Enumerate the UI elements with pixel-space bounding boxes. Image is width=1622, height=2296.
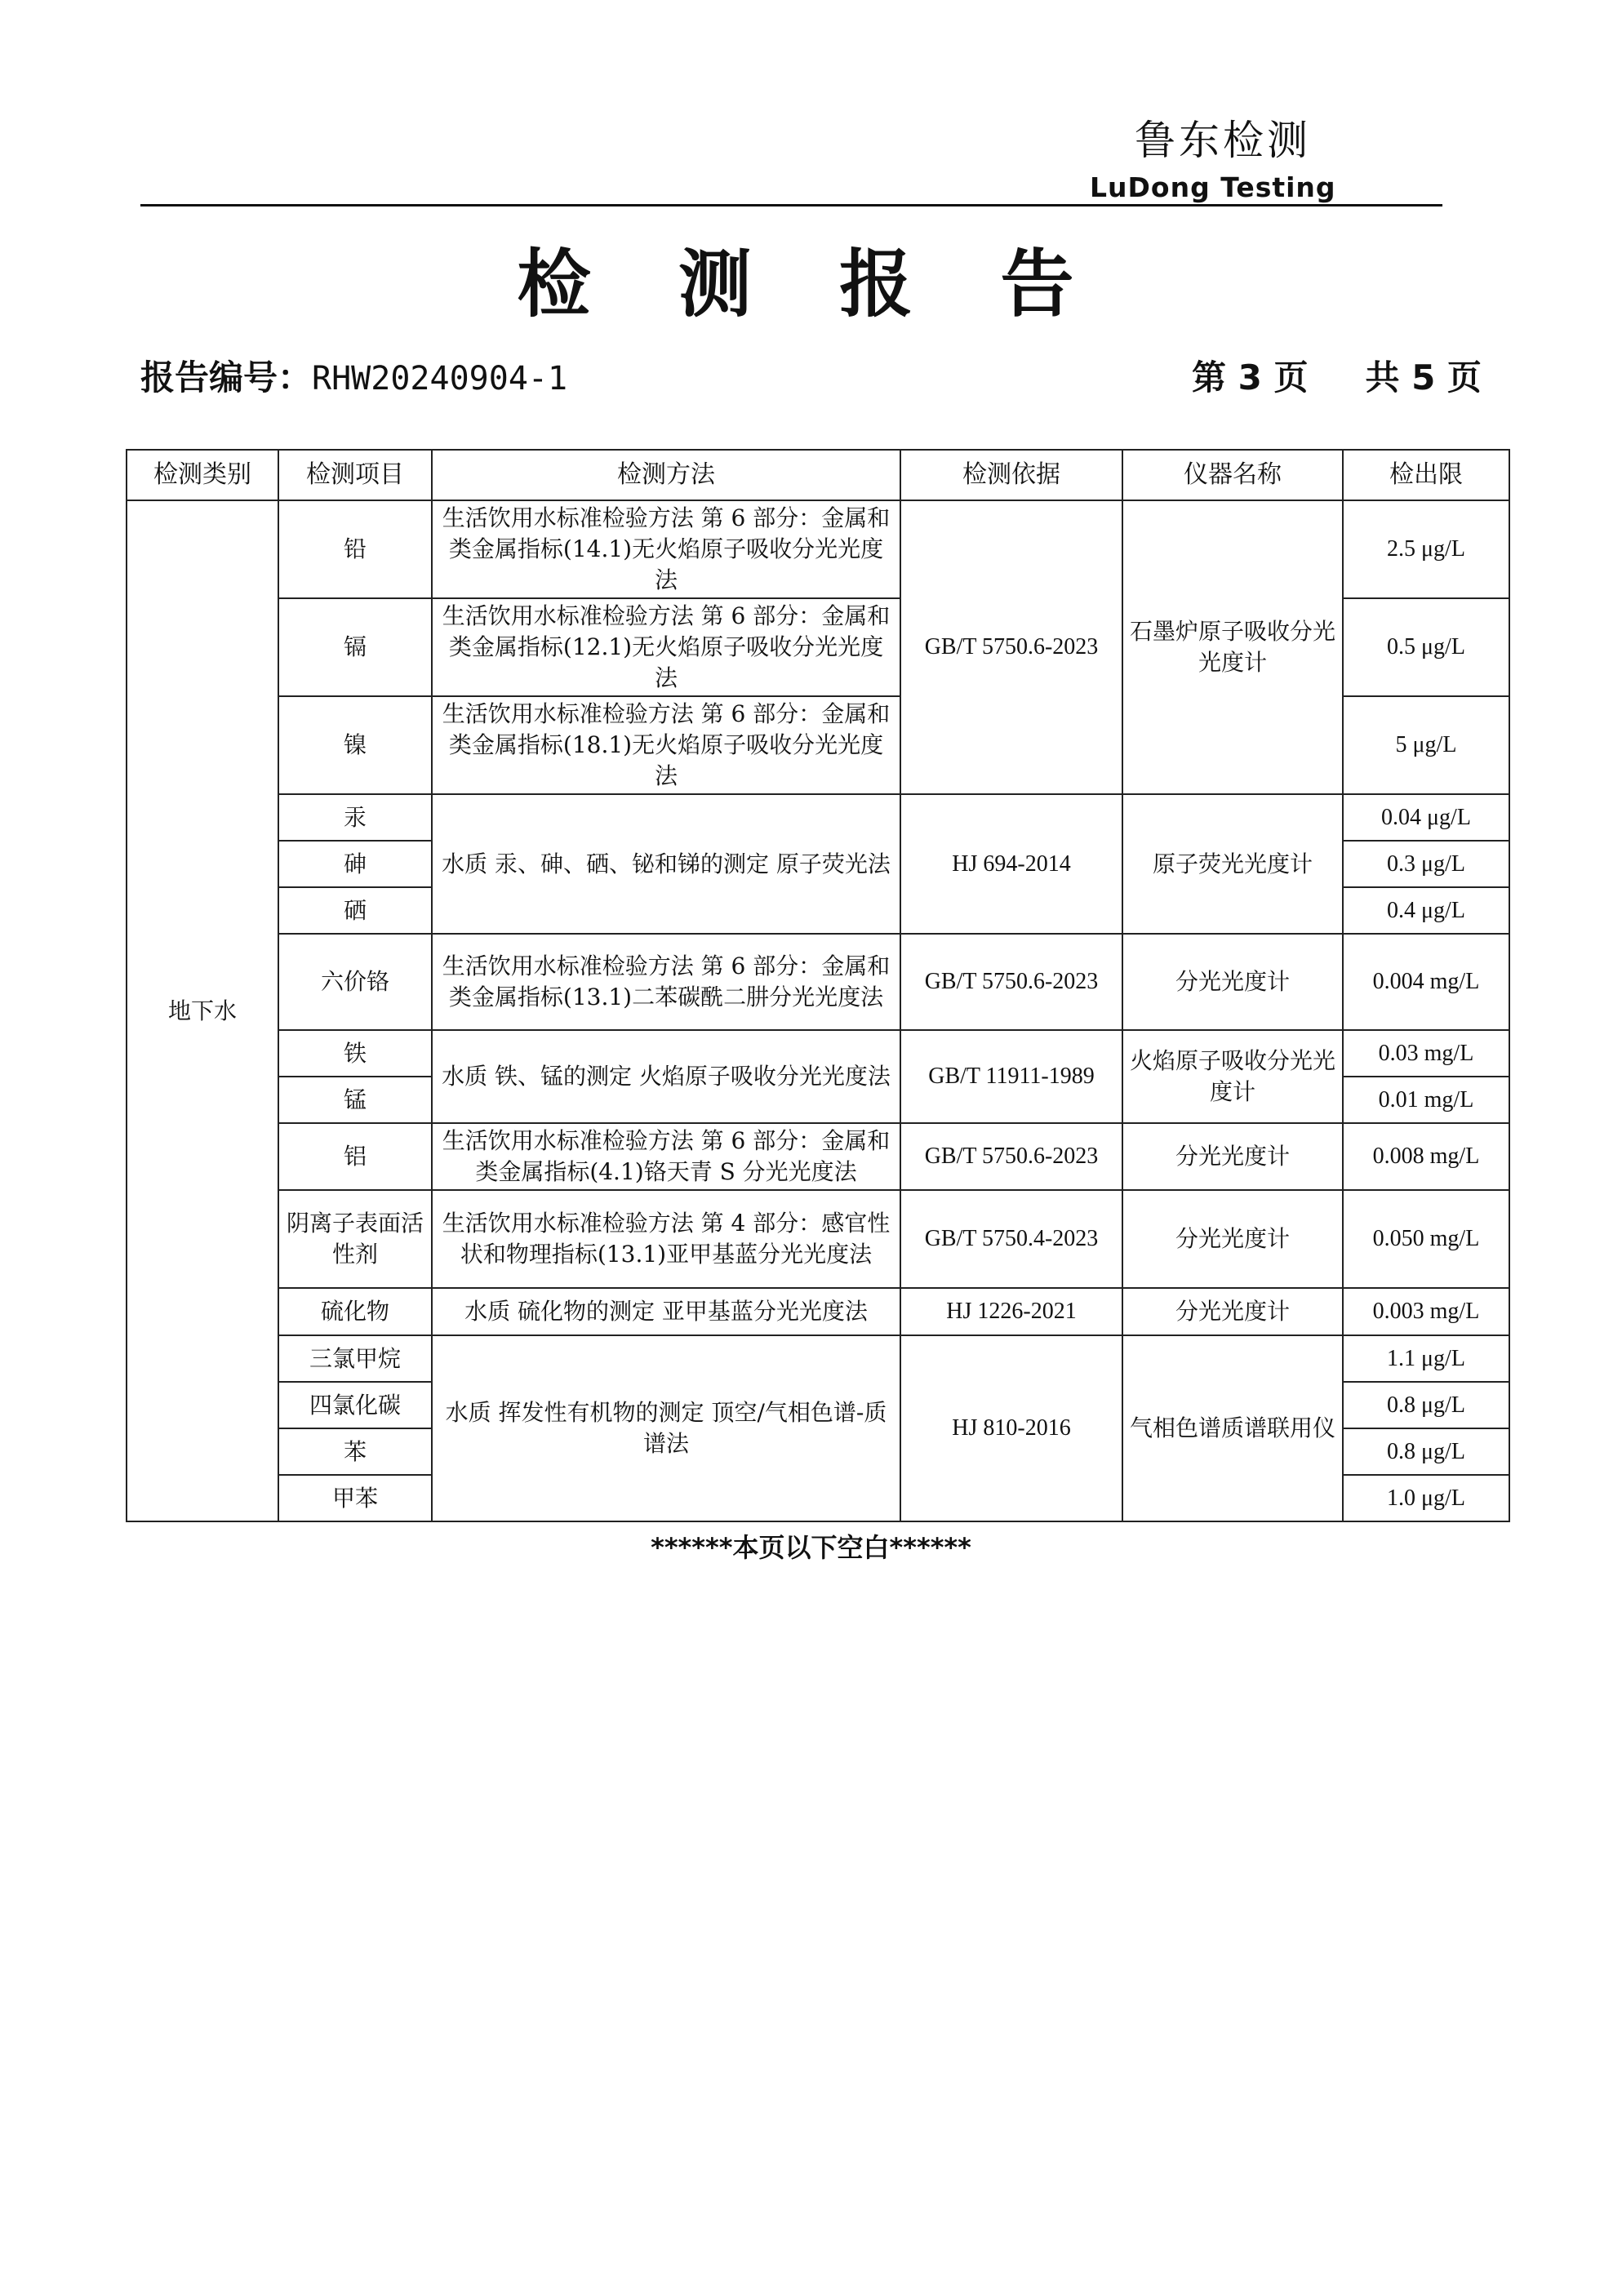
limit-cell: 0.8 μg/L [1343, 1428, 1509, 1475]
basis-cell: GB/T 5750.4-2023 [900, 1190, 1122, 1288]
item-cell: 镍 [278, 696, 432, 794]
report-number-label: 报告编号： [140, 358, 313, 397]
table-row [127, 1288, 1509, 1335]
instrument-cell: 原子荧光光度计 [1122, 794, 1343, 934]
item-cell: 苯 [278, 1428, 432, 1475]
col-header-basis: 检测依据 [900, 450, 1122, 500]
method-cell: 生活饮用水标准检验方法 第 6 部分：金属和类金属指标(4.1)铬天青 S 分光光度法 [432, 1123, 900, 1190]
report-number-value: RHW20240904-1 [312, 360, 568, 397]
table-row [127, 1335, 1509, 1382]
limit-cell: 0.3 μg/L [1343, 841, 1509, 887]
item-cell: 锰 [278, 1077, 432, 1123]
table-row [127, 1030, 1509, 1077]
limit-cell: 1.0 μg/L [1343, 1475, 1509, 1521]
brand-name-en: LuDong Testing [1090, 171, 1336, 203]
item-cell: 铁 [278, 1030, 432, 1077]
col-header-limit: 检出限 [1343, 450, 1509, 500]
basis-cell: HJ 1226-2021 [900, 1288, 1122, 1335]
item-cell: 汞 [278, 794, 432, 841]
col-header-instrument: 仪器名称 [1122, 450, 1343, 500]
instrument-cell: 分光光度计 [1122, 934, 1343, 1030]
limit-cell: 0.8 μg/L [1343, 1382, 1509, 1428]
basis-cell: HJ 810-2016 [900, 1335, 1122, 1521]
item-cell: 四氯化碳 [278, 1382, 432, 1428]
header-divider [140, 204, 1442, 207]
instrument-cell: 石墨炉原子吸收分光光度计 [1122, 500, 1343, 794]
limit-cell: 0.03 mg/L [1343, 1030, 1509, 1077]
instrument-cell: 气相色谱质谱联用仪 [1122, 1335, 1343, 1521]
item-cell: 六价铬 [278, 934, 432, 1030]
table-row [127, 1190, 1509, 1288]
instrument-cell: 火焰原子吸收分光光度计 [1122, 1030, 1343, 1123]
limit-cell: 0.01 mg/L [1343, 1077, 1509, 1123]
method-cell: 生活饮用水标准检验方法 第 6 部分：金属和类金属指标(13.1)二苯碳酰二肼分光光度法 [432, 934, 900, 1030]
end-of-page-note: ******本页以下空白****** [651, 1532, 971, 1563]
page-total: 共 5 页 [1365, 358, 1482, 397]
limit-cell: 0.003 mg/L [1343, 1288, 1509, 1335]
limit-cell: 0.04 μg/L [1343, 794, 1509, 841]
limit-cell: 0.5 μg/L [1343, 598, 1509, 696]
brand-name-cn: 鲁东检测 [1135, 117, 1311, 164]
method-cell: 水质 挥发性有机物的测定 顶空/气相色谱-质谱法 [432, 1335, 900, 1521]
limit-cell: 2.5 μg/L [1343, 500, 1509, 598]
col-header-item: 检测项目 [278, 450, 432, 500]
report-number [140, 351, 567, 400]
method-cell: 生活饮用水标准检验方法 第 6 部分：金属和类金属指标(14.1)无火焰原子吸收分光光度法 [432, 500, 900, 598]
item-cell: 铝 [278, 1123, 432, 1190]
basis-cell: GB/T 5750.6-2023 [900, 934, 1122, 1030]
basis-cell: GB/T 5750.6-2023 [900, 500, 1122, 794]
item-cell: 甲苯 [278, 1475, 432, 1521]
table-row [127, 1123, 1509, 1190]
limit-cell: 0.050 mg/L [1343, 1190, 1509, 1288]
table-row [127, 934, 1509, 1030]
instrument-cell: 分光光度计 [1122, 1288, 1343, 1335]
method-cell: 水质 铁、锰的测定 火焰原子吸收分光光度法 [432, 1030, 900, 1123]
table-header-row [127, 450, 1509, 500]
item-cell: 阴离子表面活性剂 [278, 1190, 432, 1288]
method-cell: 水质 汞、砷、硒、铋和锑的测定 原子荧光法 [432, 794, 900, 934]
col-header-category: 检测类别 [127, 450, 278, 500]
basis-cell: HJ 694-2014 [900, 794, 1122, 934]
instrument-cell: 分光光度计 [1122, 1190, 1343, 1288]
category-cell: 地下水 [127, 500, 278, 1521]
page-current: 第 3 页 [1192, 358, 1309, 397]
item-cell: 铅 [278, 500, 432, 598]
item-cell: 硫化物 [278, 1288, 432, 1335]
basis-cell: GB/T 11911-1989 [900, 1030, 1122, 1123]
col-header-method: 检测方法 [432, 450, 900, 500]
results-table [126, 449, 1510, 1522]
method-cell: 水质 硫化物的测定 亚甲基蓝分光光度法 [432, 1288, 900, 1335]
report-title: 检 测 报 告 [517, 241, 1105, 327]
item-cell: 三氯甲烷 [278, 1335, 432, 1382]
limit-cell: 0.004 mg/L [1343, 934, 1509, 1030]
item-cell: 硒 [278, 887, 432, 934]
method-cell: 生活饮用水标准检验方法 第 6 部分：金属和类金属指标(12.1)无火焰原子吸收分光光度法 [432, 598, 900, 696]
method-cell: 生活饮用水标准检验方法 第 4 部分：感官性状和物理指标(13.1)亚甲基蓝分光光度法 [432, 1190, 900, 1288]
limit-cell: 0.4 μg/L [1343, 887, 1509, 934]
table-row [127, 794, 1509, 841]
limit-cell: 0.008 mg/L [1343, 1123, 1509, 1190]
page-indicator [1192, 351, 1482, 400]
instrument-cell: 分光光度计 [1122, 1123, 1343, 1190]
item-cell: 镉 [278, 598, 432, 696]
limit-cell: 5 μg/L [1343, 696, 1509, 794]
item-cell: 砷 [278, 841, 432, 887]
method-cell: 生活饮用水标准检验方法 第 6 部分：金属和类金属指标(18.1)无火焰原子吸收分光光度法 [432, 696, 900, 794]
basis-cell: GB/T 5750.6-2023 [900, 1123, 1122, 1190]
limit-cell: 1.1 μg/L [1343, 1335, 1509, 1382]
table-row [127, 500, 1509, 598]
